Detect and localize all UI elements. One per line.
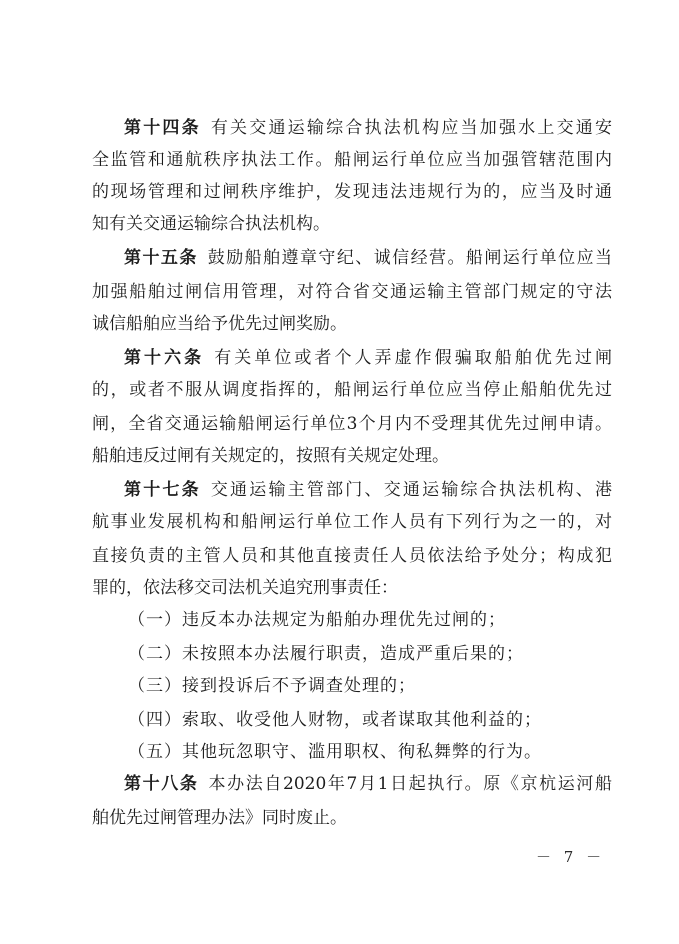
article-18-line-1 bbox=[124, 768, 612, 800]
article-15-label: 第十五条 bbox=[124, 248, 198, 268]
article-16-line-1 bbox=[124, 342, 612, 374]
article-17-line-4: 罪的，依法移交司法机关追究刑事责任： bbox=[92, 578, 398, 598]
page-number: － 7 － bbox=[536, 848, 606, 866]
article-16-line-2: 的，或者不服从调度指挥的，船闸运行单位应当停止船舶优先过 bbox=[92, 380, 612, 400]
article-15-line-2: 加强船舶过闸信用管理，对符合省交通运输主管部门规定的守法 bbox=[92, 282, 612, 302]
article-17-item-4: （四）索取、收受他人财物，或者谋取其他利益的； bbox=[128, 710, 542, 730]
article-17-line-1 bbox=[124, 474, 612, 506]
article-17-item-3: （三）接到投诉后不予调查处理的； bbox=[128, 676, 416, 696]
article-14-line-2: 全监管和通航秩序执法工作。船闸运行单位应当加强管辖范围内 bbox=[92, 150, 612, 170]
article-17-line-3: 直接负责的主管人员和其他直接责任人员依法给予处分；构成犯 bbox=[92, 546, 612, 566]
article-15-line-1 bbox=[124, 242, 612, 274]
article-16-label: 第十六条 bbox=[124, 348, 205, 368]
article-14-text-1: 有关交通运输综合执法机构应当加强水上交通安 bbox=[210, 118, 613, 138]
article-16-line-3: 闸，全省交通运输船闸运行单位3个月内不受理其优先过闸申请。 bbox=[92, 414, 612, 434]
article-17-line-2: 航事业发展机构和船闸运行单位工作人员有下列行为之一的，对 bbox=[92, 512, 612, 532]
article-16-line-4: 船舶违反过闸有关规定的，按照有关规定处理。 bbox=[92, 446, 449, 466]
article-18-line-2: 舶优先过闸管理办法》同时废止。 bbox=[92, 808, 347, 828]
article-14-line-4: 知有关交通运输综合执法机构。 bbox=[92, 214, 330, 234]
article-15-line-3: 诚信船舶应当给予优先过闸奖励。 bbox=[92, 314, 347, 334]
article-17-item-2: （二）未按照本办法履行职责，造成严重后果的； bbox=[128, 644, 524, 664]
article-16-text-1: 有关单位或者个人弄虚作假骗取船舶优先过闸 bbox=[214, 348, 613, 368]
article-18-label: 第十八条 bbox=[124, 774, 199, 794]
article-17-item-5: （五）其他玩忽职守、滥用职权、徇私舞弊的行为。 bbox=[128, 742, 542, 762]
article-18-text-1: 本办法自2020年7月1日起执行。原《京杭运河船 bbox=[208, 774, 612, 794]
article-17-text-1: 交通运输主管部门、交通运输综合执法机构、港 bbox=[210, 480, 613, 500]
article-15-text-1: 鼓励船舶遵章守纪、诚信经营。船闸运行单位应当 bbox=[207, 248, 613, 268]
article-17-item-1: （一）违反本办法规定为船舶办理优先过闸的； bbox=[128, 610, 506, 630]
article-17-label: 第十七条 bbox=[124, 480, 201, 500]
article-14-label: 第十四条 bbox=[124, 118, 201, 138]
article-14-line-1 bbox=[124, 112, 612, 144]
article-14-line-3: 的现场管理和过闸秩序维护，发现违法违规行为的，应当及时通 bbox=[92, 182, 612, 202]
